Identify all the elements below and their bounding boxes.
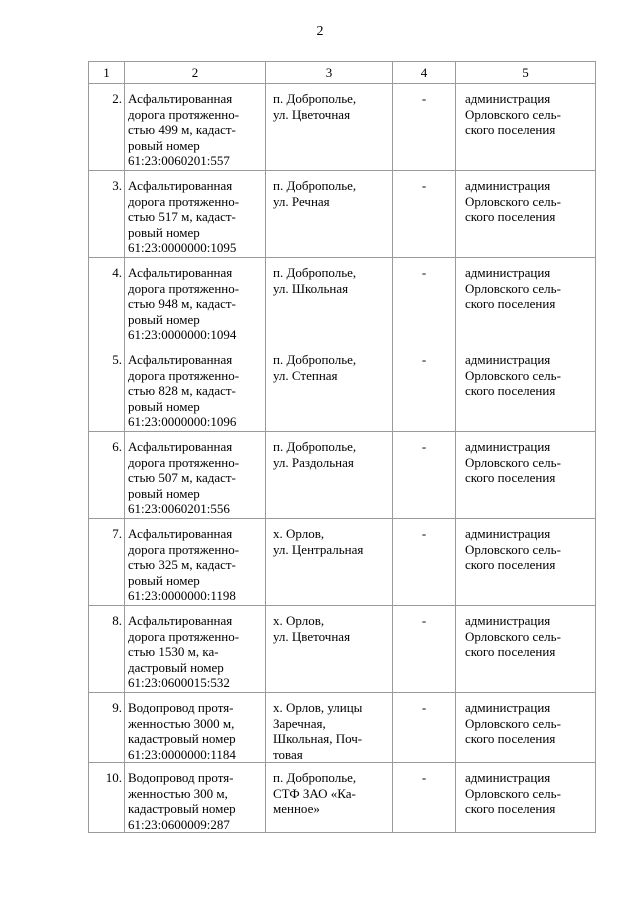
owner: администрация Орловского сель- ского поселения [456, 432, 596, 519]
object-address: п. Доброполье, ул. Раздольная [266, 432, 393, 519]
column-4-value: - [393, 171, 456, 258]
object-address: п. Доброполье, ул. Цветочная [266, 84, 393, 171]
object-description: Асфальтированная дорога протяженно- стью 517 м, кадаст- ровый номер 61:23:0000000:1095 [125, 171, 266, 258]
column-header-1: 1 [89, 62, 125, 84]
column-header-4: 4 [393, 62, 456, 84]
row-number: 10. [89, 763, 125, 833]
object-description: Асфальтированная дорога протяженно- стью 828 м, кадаст- ровый номер 61:23:0000000:1096 [125, 345, 266, 432]
owner: администрация Орловского сель- ского поселения [456, 519, 596, 606]
table-row [89, 432, 596, 519]
column-header-3: 3 [266, 62, 393, 84]
property-table [88, 61, 596, 833]
object-description: Асфальтированная дорога протяженно- стью 507 м, кадаст- ровый номер 61:23:0060201:556 [125, 432, 266, 519]
object-description: Водопровод протя- женностью 300 м, кадастровый номер 61:23:0600009:287 [125, 763, 266, 833]
object-address: х. Орлов, улицы Заречная, Школьная, Поч- товая [266, 693, 393, 763]
column-4-value: - [393, 606, 456, 693]
page-number: 2 [316, 24, 324, 39]
table-row [89, 345, 596, 432]
owner: администрация Орловского сель- ского поселения [456, 171, 596, 258]
table-row [89, 693, 596, 763]
owner: администрация Орловского сель- ского поселения [456, 345, 596, 432]
table-row [89, 84, 596, 171]
row-number: 9. [89, 693, 125, 763]
table-row [89, 258, 596, 345]
row-number: 5. [89, 345, 125, 432]
object-address: п. Доброполье, СТФ ЗАО «Ка- менное» [266, 763, 393, 833]
header-row [89, 62, 596, 84]
column-header-2: 2 [125, 62, 266, 84]
owner: администрация Орловского сель- ского поселения [456, 693, 596, 763]
column-4-value: - [393, 84, 456, 171]
column-4-value: - [393, 763, 456, 833]
column-4-value: - [393, 345, 456, 432]
object-description: Асфальтированная дорога протяженно- стью 1530 м, ка- дастровый номер 61:23:0600015:532 [125, 606, 266, 693]
table-row [89, 763, 596, 833]
table-row [89, 171, 596, 258]
row-number: 8. [89, 606, 125, 693]
owner: администрация Орловского сель- ского поселения [456, 84, 596, 171]
row-number: 3. [89, 171, 125, 258]
row-number: 4. [89, 258, 125, 345]
row-number: 2. [89, 84, 125, 171]
object-address: п. Доброполье, ул. Степная [266, 345, 393, 432]
table-row [89, 606, 596, 693]
owner: администрация Орловского сель- ского поселения [456, 606, 596, 693]
row-number: 6. [89, 432, 125, 519]
column-4-value: - [393, 693, 456, 763]
row-number: 7. [89, 519, 125, 606]
column-4-value: - [393, 519, 456, 606]
owner: администрация Орловского сель- ского поселения [456, 258, 596, 345]
object-description: Асфальтированная дорога протяженно- стью 948 м, кадаст- ровый номер 61:23:0000000:1094 [125, 258, 266, 345]
table-row [89, 519, 596, 606]
column-4-value: - [393, 258, 456, 345]
object-description: Асфальтированная дорога протяженно- стью 325 м, кадаст- ровый номер 61:23:0000000:1198 [125, 519, 266, 606]
object-address: п. Доброполье, ул. Речная [266, 171, 393, 258]
object-address: х. Орлов, ул. Центральная [266, 519, 393, 606]
column-header-5: 5 [456, 62, 596, 84]
object-description: Водопровод протя- женностью 3000 м, кадастровый номер 61:23:0000000:1184 [125, 693, 266, 763]
owner: администрация Орловского сель- ского поселения [456, 763, 596, 833]
object-description: Асфальтированная дорога протяженно- стью 499 м, кадаст- ровый номер 61:23:0060201:557 [125, 84, 266, 171]
object-address: х. Орлов, ул. Цветочная [266, 606, 393, 693]
column-4-value: - [393, 432, 456, 519]
object-address: п. Доброполье, ул. Школьная [266, 258, 393, 345]
